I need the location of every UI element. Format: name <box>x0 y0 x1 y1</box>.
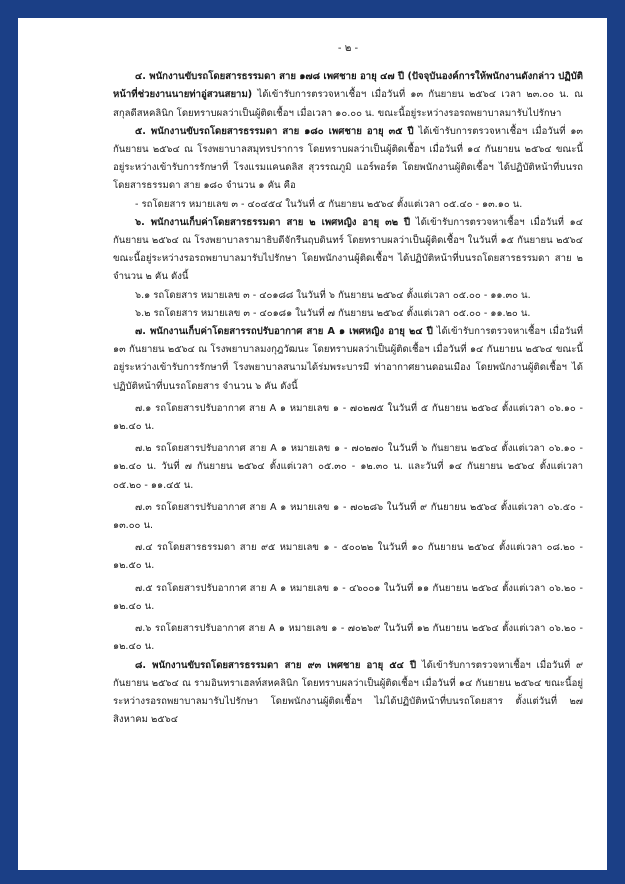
document-page <box>18 18 607 870</box>
bus-entry: ๗.๕ รถโดยสารปรับอากาศ สาย A ๑ หมายเลข ๑ - ๔๖๐๐๑ ในวันที่ ๑๑ กันยายน ๒๕๖๔ ตั้งแต่เวลา ๐๖.๒๐ - ๑๒.๔๐ น. <box>113 582 583 612</box>
case-body: ได้เข้ารับการตรวจหาเชื้อฯ เมื่อวันที่ ๙ กันยายน ๒๕๖๔ ณ รามอินทราเฮลท์สหคลินิก โดยทราบผลว่าเป็นผู้ติดเชื้อฯ เมื่อวันที่ ๑๔ กันยายน ๒๕๖๔ ขณะนี้อยู่ระหว่างรอรถพยาบาลมารับไปรักษา โดยพนักงานผู้ติดเชื้อฯ ไม่ได้ปฏิบัติหน้าที่บนรถโดยสาร ตั้งแต่วันที่ ๒๗ สิงหาคม ๒๕๖๔ <box>113 659 583 726</box>
case-item-5 <box>113 123 583 196</box>
bus-entry: ๗.๔ รถโดยสารธรรมดา สาย ๙๕ หมายเลข ๑ - ๕๐๐๒๒ ในวันที่ ๑๐ กันยายน ๒๕๖๔ ตั้งแต่เวลา ๐๘.๒๐ - ๑๒.๕๐ น. <box>113 542 583 572</box>
bus-entry: ๗.๑ รถโดยสารปรับอากาศ สาย A ๑ หมายเลข ๑ - ๗๐๒๗๕ ในวันที่ ๕ กันยายน ๒๕๖๔ ตั้งแต่เวลา ๐๖.๑๐ - ๑๒.๔๐ น. <box>113 402 583 433</box>
case-heading: ๘. พนักงานขับรถโดยสารธรรมดา สาย ๙๓ เพศชาย อายุ ๕๔ ปี <box>135 659 417 671</box>
bus-entry: ๖.๒ รถโดยสาร หมายเลข ๓ - ๔๐๑๘๑ ในวันที่ ๗ กันยายน ๒๕๖๔ ตั้งแต่เวลา ๐๕.๐๐ - ๑๑.๒๐ น. <box>135 307 531 319</box>
case-body: ได้เข้ารับการตรวจหาเชื้อฯ เมื่อวันที่ ๑๓ กันยายน ๒๕๖๔ ณ โรงพยาบาลมงกุฎวัฒนะ โดยทราบผลว่าเป็นผู้ติดเชื้อฯ เมื่อวันที่ ๑๔ กันยายน ๒๕๖๔ ขณะนี้อยู่ระหว่างเข้ารับการรักษาที่ โรงพยาบาลสนามได้ร่มพระบารมี ท่าอากาศยานดอนเมือง โดยพนักงานผู้ติดเชื้อฯ ได้ปฏิบัติหน้าที่บนรถโดยสาร จำนวน ๖ คัน ดังนี้ <box>113 326 583 392</box>
case-heading: ๗. พนักงานเก็บค่าโดยสารรถปรับอากาศ สาย A ๑ เพศหญิง อายุ ๒๔ ปี <box>135 326 433 338</box>
bus-entry: - รถโดยสาร หมายเลข ๓ - ๔๐๔๕๔ ในวันที่ ๕ กันยายน ๒๕๖๔ ตั้งแต่เวลา ๐๕.๔๐ - ๑๓.๑๐ น. <box>135 198 523 210</box>
case-body: ได้เข้ารับการตรวจหาเชื้อฯ เมื่อวันที่ ๑๓ กันยายน ๒๕๖๔ ณ โรงพยาบาลสมุทรปราการ โดยทราบผลว่าเป็นผู้ติดเชื้อฯ เมื่อวันที่ ๑๔ กันยายน ๒๕๖๔ ขณะนี้อยู่ระหว่างเข้ารับการรักษาที่ โรงแรมแคนดลิส สุวรรณภูมิ แอร์พอร์ต โดยพนักงานผู้ติดเชื้อฯ ได้ปฏิบัติหน้าที่บนรถโดยสารธรรมดา สาย ๑๘๐ จำนวน ๑ คัน คือ <box>113 125 583 192</box>
case-item-7 <box>113 323 583 396</box>
case-heading: ๖. พนักงานเก็บค่าโดยสารธรรมดา สาย ๒ เพศหญิง อายุ ๓๒ ปี <box>135 216 411 228</box>
case-heading: ๔. พนักงานขับรถโดยสารธรรมดา สาย ๑๗๘ เพศชาย อายุ ๔๗ ปี (ปัจจุบันองค์การให้พนักงานดังกล่าว ปฏิบัติหน้าที่ช่วยงานนายท่าอู่สวนสยาม) <box>113 71 583 101</box>
bus-entry: ๗.๒ รถโดยสารปรับอากาศ สาย A ๑ หมายเลข ๑ - ๗๐๒๗๐ ในวันที่ ๖ กันยายน ๒๕๖๔ ตั้งแต่เวลา ๐๖.๑๐ - ๑๒.๔๐ น. วันที่ ๗ กันยายน ๒๕๖๔ ตั้งแต่เวลา ๐๕.๓๐ - ๑๒.๓๐ น. และวันที่ ๑๔ กันยายน ๒๕๖๔ ตั้งแต่เวลา ๐๕.๒๐ - ๑๑.๔๕ น. <box>113 443 583 491</box>
case-body: ได้เข้ารับการตรวจหาเชื้อฯ เมื่อวันที่ ๑๔ กันยายน ๒๕๖๔ ณ โรงพยาบาลรามาธิบดีจักรีนฤบดินทร์ โดยทราบผลว่าเป็นผู้ติดเชื้อฯ ในวันที่ ๑๕ กันยายน ๒๕๖๔ ขณะนี้อยู่ระหว่างรอรถพยาบาลมารับไปรักษา โดยพนักงานผู้ติดเชื้อฯ ได้ปฏิบัติหน้าที่บนรถโดยสารธรรมดา สาย ๒ จำนวน ๒ คัน ดังนี้ <box>113 216 583 283</box>
case-item-4 <box>113 68 583 123</box>
bus-entry: ๗.๓ รถโดยสารปรับอากาศ สาย A ๑ หมายเลข ๑ - ๗๐๒๘๖ ในวันที่ ๙ กันยายน ๒๕๖๔ ตั้งแต่เวลา ๐๖.๕๐ - ๑๓.๐๐ น. <box>113 501 583 532</box>
case-body: ได้เข้ารับการตรวจหาเชื้อฯ เมื่อวันที่ ๑๓ กันยายน ๒๕๖๔ เวลา ๒๓.๐๐ น. ณ สกุลดีสหคลินิก โดยทราบผลว่าเป็นผู้ติดเชื้อฯ เมื่อเวลา ๑๐.๐๐ น. ขณะนี้อยู่ระหว่างรอรถพยาบาลมารับไปรักษา <box>113 89 583 119</box>
page-number: - ๒ - <box>337 43 359 54</box>
document-body <box>113 40 583 729</box>
bus-entry: ๗.๖ รถโดยสารปรับอากาศ สาย A ๑ หมายเลข ๑ - ๗๐๒๖๙ ในวันที่ ๑๒ กันยายน ๒๕๖๔ ตั้งแต่เวลา ๐๖.๒๐ - ๑๒.๔๐ น. <box>113 623 583 653</box>
case-item-8 <box>113 657 583 730</box>
case-heading: ๕. พนักงานขับรถโดยสารธรรมดา สาย ๑๘๐ เพศชาย อายุ ๓๕ ปี <box>135 125 414 137</box>
case-item-6 <box>113 214 583 287</box>
bus-entry: ๖.๑ รถโดยสาร หมายเลข ๓ - ๔๐๑๘๘ ในวันที่ ๖ กันยายน ๒๕๖๔ ตั้งแต่เวลา ๐๕.๐๐ - ๑๑.๓๐ น. <box>135 289 531 301</box>
